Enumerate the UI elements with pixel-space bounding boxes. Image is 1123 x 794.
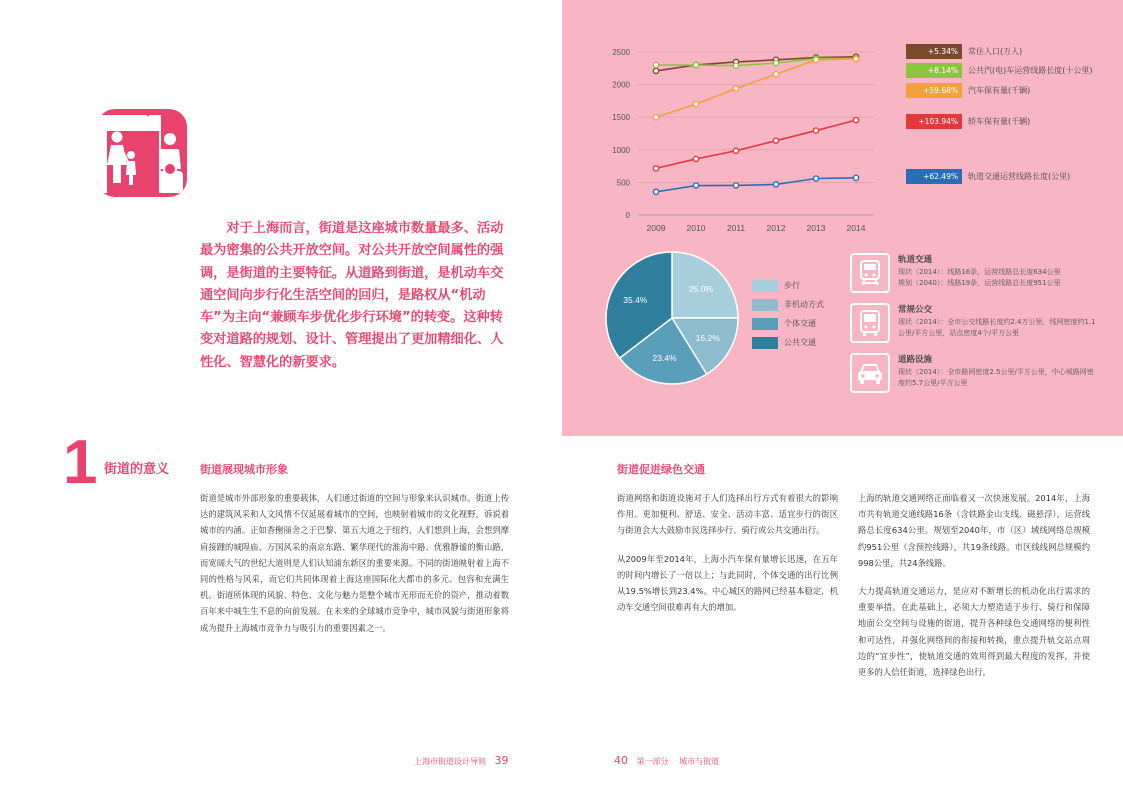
y-tick-label: 1000 bbox=[612, 145, 630, 155]
data-point bbox=[653, 68, 658, 73]
series-name: 常住人口(万人) bbox=[968, 47, 1023, 56]
x-tick-label: 2009 bbox=[646, 223, 666, 233]
legend-swatch bbox=[752, 280, 778, 292]
left-page bbox=[0, 0, 561, 794]
x-tick-label: 2013 bbox=[806, 223, 826, 233]
data-point bbox=[693, 156, 698, 161]
transport-title: 常规公交 bbox=[898, 305, 933, 315]
car-icon bbox=[850, 353, 890, 393]
data-point bbox=[773, 138, 778, 143]
legend-label: 步行 bbox=[784, 281, 800, 290]
body-paragraph: 街道是城市外部形象的重要载体，人们通过街道的空间与形象来认识城市。街道上传达的建筑风采和人文风情不仅延展着城市的空间，也映射着城市的文化视野，诉说着城市的内涵。正如香榭丽舍之于巴黎、第五大道之于纽约，人们想到上海，会想到摩肩接踵的城隍庙、万国风采的南京东路、繁华现代的淮海中路、优雅静谧的衡山路，而宽阔大气的世纪大道则是人们认知浦东新区的重要来源。不同的街道映射着上海不同的性格与风采，而它们共同体现着上海这座国际化大都市的多元、包容和充满生机。街道所体现的风貌、特色、文化与魅力是整个城市无形而无价的资产，推动着数百年来中城生生不息的向前发展。在未来的全球城市竞争中，城市风貌与街道形象将成为提升上海城市竞争力与吸引力的重要因素之一。 bbox=[200, 493, 509, 633]
transport-title: 道路设施 bbox=[898, 355, 933, 365]
data-point bbox=[653, 62, 658, 67]
series-legend-item bbox=[906, 63, 1092, 78]
pie-legend-item bbox=[752, 314, 824, 333]
data-point bbox=[853, 56, 858, 61]
y-tick-label: 2500 bbox=[612, 48, 630, 57]
series-name: 轿车保有量(千辆) bbox=[968, 117, 1031, 126]
pie-chart-legend bbox=[752, 276, 824, 352]
data-point bbox=[653, 166, 658, 171]
body-paragraph: 大力提高轨道交通运力，是应对不断增长的机动化出行需求的重要举措。在此基础上，必须大力塑造适于步行、骑行和保障地面公交空间与设施的街道，提升各种绿色交通网络的便利性和可达性，并强化网络间的衔接和转换，重点提升轨交站点周边的“宜步性”，使轨道交通的效用得到最大程度的发挥，并使更多的人信任街道，选择绿色出行。 bbox=[858, 586, 1090, 678]
footer-title: 城市与街道 bbox=[679, 757, 720, 766]
growth-badge: +5.34% bbox=[906, 44, 962, 59]
data-point bbox=[853, 118, 858, 123]
right-page bbox=[562, 0, 1123, 794]
transport-item-bus bbox=[850, 303, 1098, 343]
right-footer bbox=[614, 754, 719, 767]
data-point bbox=[653, 189, 658, 194]
transport-desc: 现状（2014）：全市路网密度2.5公里/平方公里，中心城路网密度约5.7公里/平方公里 bbox=[898, 368, 1094, 387]
growth-badge: +8.14% bbox=[906, 63, 962, 78]
legend-swatch bbox=[752, 299, 778, 311]
growth-badge: +62.49% bbox=[906, 169, 962, 184]
transport-title: 轨道交通 bbox=[898, 255, 933, 265]
data-point bbox=[773, 182, 778, 187]
body-paragraph: 上海的轨道交通网络正面临着又一次快速发展。2014年，上海市共有轨道交通线路16条（含铁路金山支线、磁悬浮），运营线路总长度634公里。规划至2040年，市（区）域线网络总规模约951公里（含预控线路），共19条线路。市区线线网总规模约998公里，共24条线路。 bbox=[858, 493, 1090, 568]
data-point bbox=[653, 115, 658, 120]
y-tick-label: 1500 bbox=[612, 113, 630, 123]
transport-desc: 现状（2014）：线路16条，运营线路总长度634公里 规划（2040）：线路19条，运营线路总长度951公里 bbox=[898, 268, 1061, 287]
series-name: 公共汽(电)车运营线路长度(十公里) bbox=[968, 66, 1093, 75]
bus-icon bbox=[850, 303, 890, 343]
growth-badge: +103.94% bbox=[906, 114, 962, 129]
infographic-panel bbox=[562, 0, 1123, 436]
data-point bbox=[733, 183, 738, 188]
series-name: 汽车保有量(千辆) bbox=[968, 86, 1031, 95]
page-number: 39 bbox=[494, 754, 509, 767]
legend-swatch bbox=[752, 318, 778, 330]
metro-train-icon bbox=[850, 253, 890, 293]
body-column-2 bbox=[858, 490, 1090, 680]
growth-badge: +59.68% bbox=[906, 83, 962, 98]
legend-swatch bbox=[752, 337, 778, 349]
data-point bbox=[733, 86, 738, 91]
series-legend-item bbox=[906, 169, 1070, 184]
legend-label: 公共交通 bbox=[784, 338, 816, 347]
intro-paragraph: 对于上海而言，街道是这座城市数量最多、活动最为密集的公共开放空间。对公共开放空间属性的强调，是街道的主要特征。从道路到街道，是机动车交通空间向步行化生活空间的回归，是路权从“机动车”为主向“兼顾车步优化步行环境”的转变。这种转变对道路的规划、设计、管理提出了更加精细化、人性化、智慧化的新要求。 bbox=[200, 221, 504, 370]
series-line bbox=[656, 120, 856, 168]
series-line bbox=[656, 59, 856, 117]
pie-legend-item bbox=[752, 295, 824, 314]
data-point bbox=[733, 148, 738, 153]
pie-legend-item bbox=[752, 276, 824, 295]
series-legend-item bbox=[906, 114, 1030, 129]
data-point bbox=[813, 57, 818, 62]
slice-label: 35.4% bbox=[623, 294, 648, 305]
body-paragraph: 街道网络和街道设施对于人们选择出行方式有着很大的影响作用。更加便利、舒适、安全、活动丰富、适宜步行的街区与街道会大大鼓励市民选择步行、骑行或公共交通出行。 bbox=[617, 493, 838, 536]
data-point bbox=[773, 72, 778, 77]
subsection-title: 街道促进绿色交通 bbox=[617, 463, 705, 476]
slice-label: 16.2% bbox=[695, 332, 720, 343]
x-tick-label: 2011 bbox=[726, 223, 746, 233]
data-point bbox=[693, 183, 698, 188]
y-tick-label: 2000 bbox=[612, 80, 630, 90]
data-point bbox=[693, 102, 698, 107]
section-number: 1 bbox=[63, 428, 98, 497]
pie-legend-item bbox=[752, 333, 824, 352]
line-chart bbox=[592, 36, 882, 246]
x-tick-label: 2010 bbox=[686, 223, 706, 233]
legend-label: 个体交通 bbox=[784, 319, 816, 328]
data-point bbox=[733, 63, 738, 68]
slice-label: 25.0% bbox=[688, 284, 713, 295]
data-point bbox=[813, 176, 818, 181]
data-point bbox=[813, 128, 818, 133]
x-tick-label: 2012 bbox=[766, 223, 786, 233]
transport-item-rail bbox=[850, 253, 1098, 293]
data-point bbox=[693, 62, 698, 67]
transport-item-road bbox=[850, 353, 1098, 393]
slice-label: 23.4% bbox=[652, 353, 677, 364]
footer-part: 第一部分 bbox=[636, 757, 669, 766]
y-tick-label: 0 bbox=[625, 211, 630, 220]
series-legend-item bbox=[906, 83, 1030, 98]
body-column-1 bbox=[617, 490, 838, 615]
data-point bbox=[773, 60, 778, 65]
footer-title: 上海市街道设计导则 bbox=[414, 757, 486, 766]
section-title: 街道的意义 bbox=[104, 462, 170, 477]
series-name: 轨道交通运营线路长度(公里) bbox=[968, 172, 1071, 181]
data-point bbox=[853, 175, 858, 180]
series-line bbox=[656, 178, 856, 192]
pie-chart bbox=[602, 248, 742, 388]
subsection-title: 街道展现城市形象 bbox=[200, 463, 288, 476]
legend-label: 非机动方式 bbox=[784, 300, 824, 309]
transport-desc: 现状（2014）：全市公交线路长度约2.4万公里，线网密度约1.1公里/平方公里，站点密度4个/平方公里 bbox=[898, 318, 1096, 337]
series-legend-item bbox=[906, 44, 1022, 59]
page-number: 40 bbox=[614, 754, 628, 767]
x-tick-label: 2014 bbox=[846, 223, 866, 233]
body-paragraph: 从2009年至2014年，上海小汽车保有量增长迅速，在五年的时间内增长了一倍以上；与此同时，个体交通的出行比例从19.5%增长到23.4%。中心城区的路网已经基本稳定，机动车交通空间很难再有大的增加。 bbox=[617, 553, 838, 613]
family-walking-icon bbox=[97, 109, 187, 197]
y-tick-label: 500 bbox=[616, 178, 630, 188]
left-footer bbox=[414, 754, 515, 767]
